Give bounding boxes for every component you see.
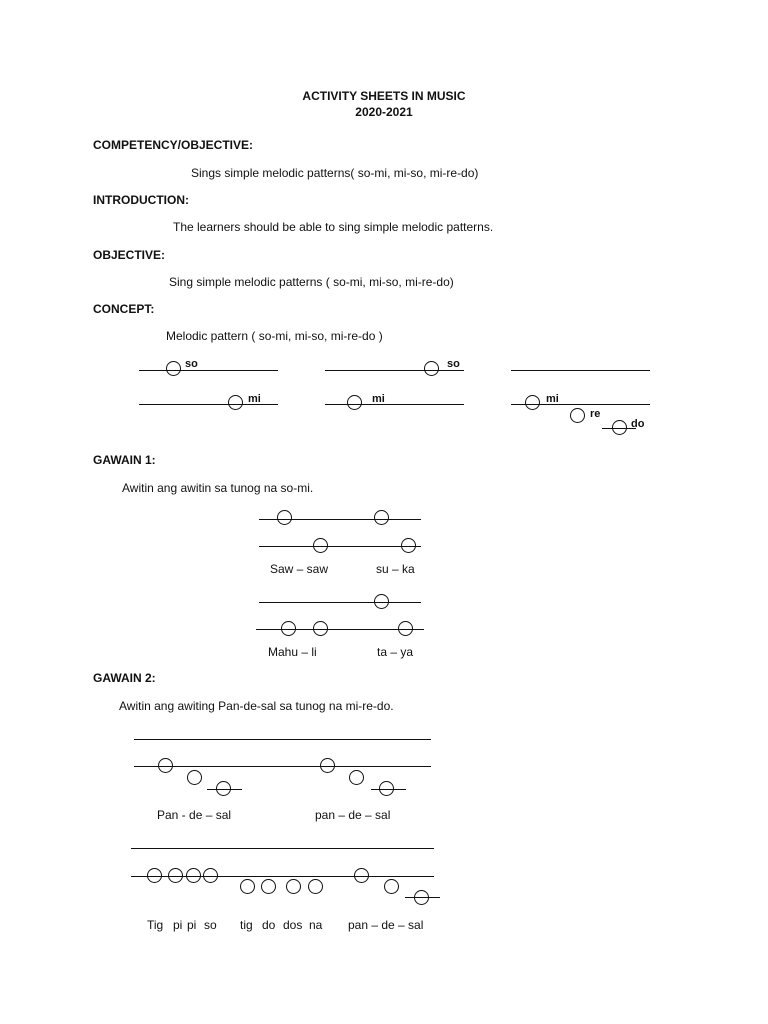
lyric: dos [283,918,303,932]
note-head [374,510,389,525]
objective-heading: OBJECTIVE: [93,248,166,262]
lyric: Tig [147,918,164,932]
lyric: tig [240,918,253,932]
note-head [203,868,218,883]
staff-line [134,739,431,740]
note-head [313,621,328,636]
note-head [570,408,585,423]
note-head [147,868,162,883]
note-label: mi [546,393,559,405]
note-label: mi [372,393,385,405]
school-year: 2020-2021 [355,105,413,119]
competency-heading: COMPETENCY/OBJECTIVE: [93,138,254,152]
competency-text: Sings simple melodic patterns( so-mi, mi-so, mi-re-do) [191,166,479,180]
lyric: pan – de – sal [348,918,424,932]
staff-line [511,370,650,371]
staff-line [134,766,431,767]
note-label: so [447,358,460,370]
note-head [228,395,243,410]
lyric: ta – ya [377,645,414,659]
concept-heading: CONCEPT: [93,302,155,316]
note-head [379,781,394,796]
lyric: pan – de – sal [315,808,391,822]
staff-line [325,404,464,405]
note-head [187,770,202,785]
lyric: su – ka [376,562,415,576]
note-head [281,621,296,636]
note-head [424,361,439,376]
note-head [261,879,276,894]
lyric: Pan - de – sal [157,808,232,822]
note-head [354,868,369,883]
note-label: mi [248,393,261,405]
gawain1-heading: GAWAIN 1: [93,453,156,467]
note-label: re [590,408,601,420]
note-head [186,868,201,883]
note-head [158,758,173,773]
concept-text: Melodic pattern ( so-mi, mi-so, mi-re-do ) [166,329,383,343]
staff-line [259,602,421,603]
staff-line [259,546,421,547]
note-head [166,361,181,376]
note-head [525,395,540,410]
note-head [320,758,335,773]
note-head [398,621,413,636]
note-head [286,879,301,894]
page-title: ACTIVITY SHEETS IN MUSIC [302,89,466,103]
lyric: Mahu – li [268,645,317,659]
lyric: so [204,918,217,932]
note-head [277,510,292,525]
lyric: pi [187,918,197,932]
introduction-heading: INTRODUCTION: [93,193,189,207]
note-label: so [185,358,198,370]
note-head [401,538,416,553]
note-head [216,781,231,796]
note-head [384,879,399,894]
gawain2-instruction: Awitin ang awiting Pan-de-sal sa tunog na mi-re-do. [119,699,394,713]
note-head [612,420,627,435]
staff-line [131,848,434,849]
note-label: do [631,418,645,430]
gawain1-instruction: Awitin ang awitin sa tunog na so-mi. [122,481,314,495]
note-head [308,879,323,894]
lyric: pi [173,918,183,932]
note-head [313,538,328,553]
note-head [349,770,364,785]
staff-line [139,370,278,371]
gawain2-heading: GAWAIN 2: [93,671,156,685]
lyric: Saw – saw [270,562,329,576]
note-head [374,594,389,609]
objective-text: Sing simple melodic patterns ( so-mi, mi-so, mi-re-do) [169,275,454,289]
lyric: do [262,918,276,932]
note-head [240,879,255,894]
note-head [347,395,362,410]
introduction-text: The learners should be able to sing simple melodic patterns. [173,220,494,234]
note-head [414,890,429,905]
lyric: na [309,918,323,932]
note-head [168,868,183,883]
staff-line [325,370,464,371]
